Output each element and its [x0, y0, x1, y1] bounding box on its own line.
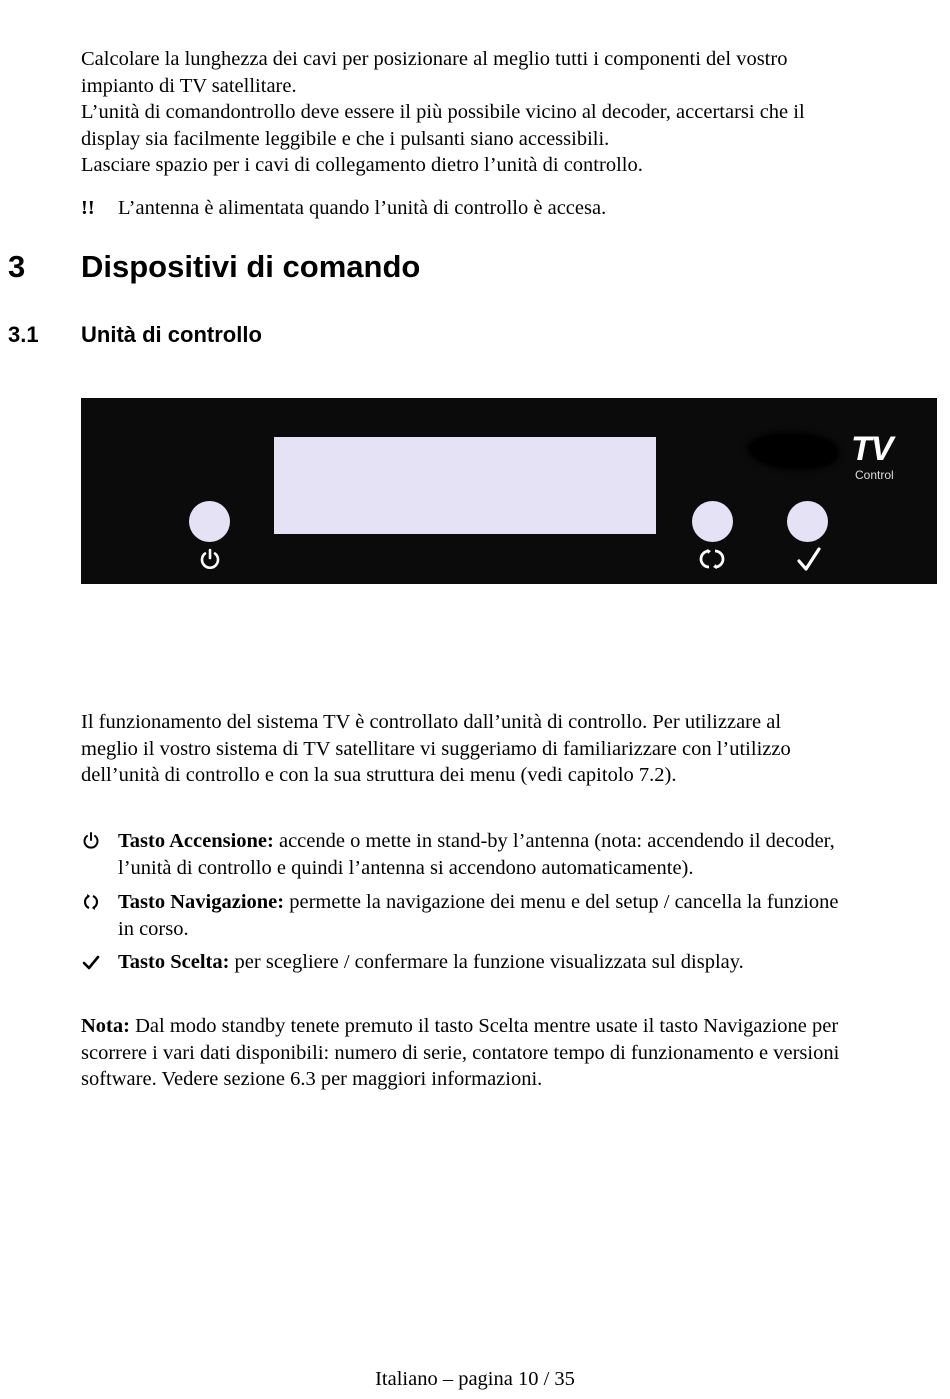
note-line: Dal modo standby tenete premuto il tasto Scelta mentre usate il tasto Navigazione per — [135, 1015, 839, 1037]
checkmark-icon — [796, 546, 822, 572]
description-line: dell’unità di controllo e con la sua struttura dei menu (vedi capitolo 7.2). — [81, 764, 677, 786]
control-unit-illustration — [81, 398, 937, 584]
intro-paragraph — [81, 46, 941, 179]
warning-mark: !! — [81, 197, 95, 219]
note-paragraph — [81, 1013, 943, 1093]
key-text: per scegliere / confermare la funzione visualizzata sul display. — [234, 951, 744, 973]
page-footer: Italiano – pagina 10 / 35 — [375, 1368, 575, 1390]
note-line: software. Vedere sezione 6.3 per maggiori informazioni. — [81, 1068, 543, 1090]
navigation-button — [692, 501, 733, 542]
power-button — [189, 501, 230, 542]
warning-note — [81, 195, 606, 221]
intro-line: Calcolare la lunghezza dei cavi per posizionare al meglio tutti i componenti del vostro — [81, 48, 788, 70]
subsection-number: 3.1 — [8, 322, 39, 347]
description-line: meglio il vostro sistema di TV satellitare vi suggeriamo di familiarizzare con l’utilizzo — [81, 737, 791, 760]
key-text: permette la navigazione dei menu e del setup / cancella la funzione — [289, 891, 839, 913]
note-line: scorrere i vari dati disponibili: numero di serie, contatore tempo di funzionamento e versioni — [81, 1041, 840, 1064]
intro-line: L’unità di comandontrollo deve essere il più possibile vicino al decoder, accertarsi che il — [81, 101, 805, 123]
warning-text: L’antenna è alimentata quando l’unità di controllo è accesa. — [118, 197, 607, 219]
logo-control-text: Control — [855, 468, 894, 482]
logo-blot — [749, 434, 837, 468]
select-button — [787, 501, 828, 542]
section-title: Dispositivi di comando — [81, 249, 421, 284]
key-text: in corso. — [118, 917, 189, 940]
intro-line: display sia facilmente leggibile e che i pulsanti siano accessibili. — [81, 127, 610, 150]
power-icon — [197, 546, 223, 572]
navigation-icon — [81, 892, 101, 912]
key-text: l’unità di controllo e quindi l’antenna si accendono automaticamente). — [118, 856, 694, 879]
section-number: 3 — [8, 249, 26, 284]
navigation-icon — [699, 546, 725, 572]
description-line: Il funzionamento del sistema TV è controllato dall’unità di controllo. Per utilizzare al — [81, 711, 782, 733]
note-label: Nota: — [81, 1015, 130, 1037]
key-text: accende o mette in stand-by l’antenna (nota: accendendo il decoder, — [278, 830, 835, 852]
display-screen — [274, 437, 656, 534]
key-label: Tasto Scelta: — [118, 951, 230, 973]
power-icon — [81, 831, 101, 851]
checkmark-icon — [81, 952, 101, 972]
intro-line: Lasciare spazio per i cavi di collegamento dietro l’unità di controllo. — [81, 154, 643, 176]
description-paragraph — [81, 709, 941, 789]
key-label: Tasto Navigazione: — [118, 891, 285, 913]
key-label: Tasto Accensione: — [118, 830, 274, 852]
tv-control-logo — [749, 426, 899, 486]
logo-tv-text: TV — [851, 430, 893, 468]
subsection-title: Unità di controllo — [81, 322, 262, 347]
intro-line: impianto di TV satellitare. — [81, 74, 297, 97]
